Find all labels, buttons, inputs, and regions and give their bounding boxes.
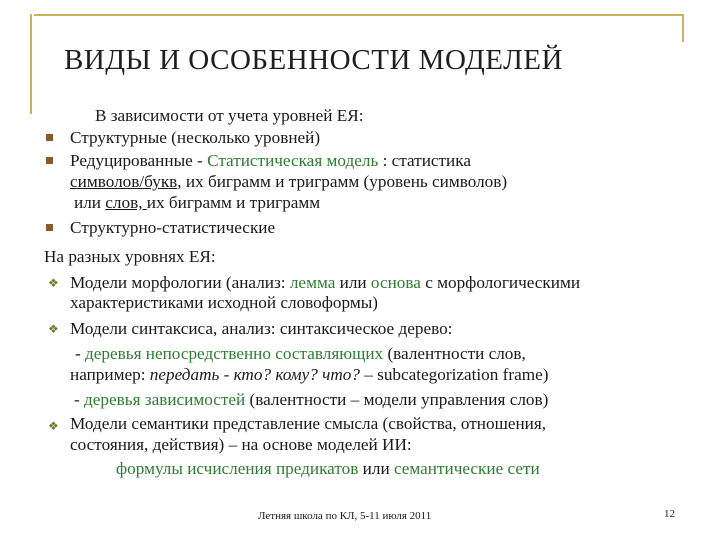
morphology-line2: характеристиками исходной словоформы) [70, 293, 378, 312]
bullet-reduced-cont2: или слов, их биграмм и триграмм [74, 193, 321, 212]
frame-top-line [34, 14, 684, 16]
semantics-line2: состояния, действия) – на основе моделей ИИ: [70, 435, 412, 454]
square-bullet-icon [46, 224, 53, 231]
levels-heading: На разных уровнях ЕЯ: [44, 247, 216, 266]
bullet-reduced: Редуцированные - Статистическая модель : статистика [70, 151, 471, 170]
slide-title: ВИДЫ И ОСОБЕННОСТИ МОДЕЛЕЙ [64, 44, 563, 76]
morphology-line1: Модели морфологии (анализ: лемма или основа с морфологическими [70, 273, 581, 292]
diamond-bullet-icon: ❖ [48, 322, 59, 336]
stat-model-term: Статистическая модель [207, 151, 379, 170]
bullet-structural-statistical: Структурно-статистические [70, 218, 276, 237]
intro-text: В зависимости от учета уровней ЕЯ: [95, 106, 364, 125]
semantics-line1: Модели семантики представление смысла (свойства, отношения, [70, 414, 547, 433]
diamond-bullet-icon: ❖ [48, 276, 59, 290]
syntax-line3: например: передать - кто? кому? что? – subcategorization frame) [70, 365, 549, 384]
page-number: 12 [664, 508, 675, 520]
bullet-structural: Структурные (несколько уровней) [70, 128, 321, 147]
square-bullet-icon [46, 157, 53, 164]
syntax-line1: Модели синтаксиса, анализ: синтаксическое дерево: [70, 319, 453, 338]
square-bullet-icon [46, 134, 53, 141]
bullet-reduced-cont1: символов/букв, их биграмм и триграмм (уровень символов) [70, 172, 508, 191]
syntax-line2: - деревья непосредственно составляющих (валентности слов, [75, 344, 526, 363]
frame-left-line [30, 14, 32, 114]
diamond-bullet-icon: ❖ [48, 419, 59, 433]
frame-right-line [682, 14, 684, 42]
semantics-line3: формулы исчисления предикатов или семантические сети [116, 459, 540, 478]
footer-text: Летняя школа по КЛ, 5-11 июля 2011 [258, 510, 432, 522]
syntax-line4: - деревья зависимостей (валентности – модели управления слов) [74, 390, 549, 409]
